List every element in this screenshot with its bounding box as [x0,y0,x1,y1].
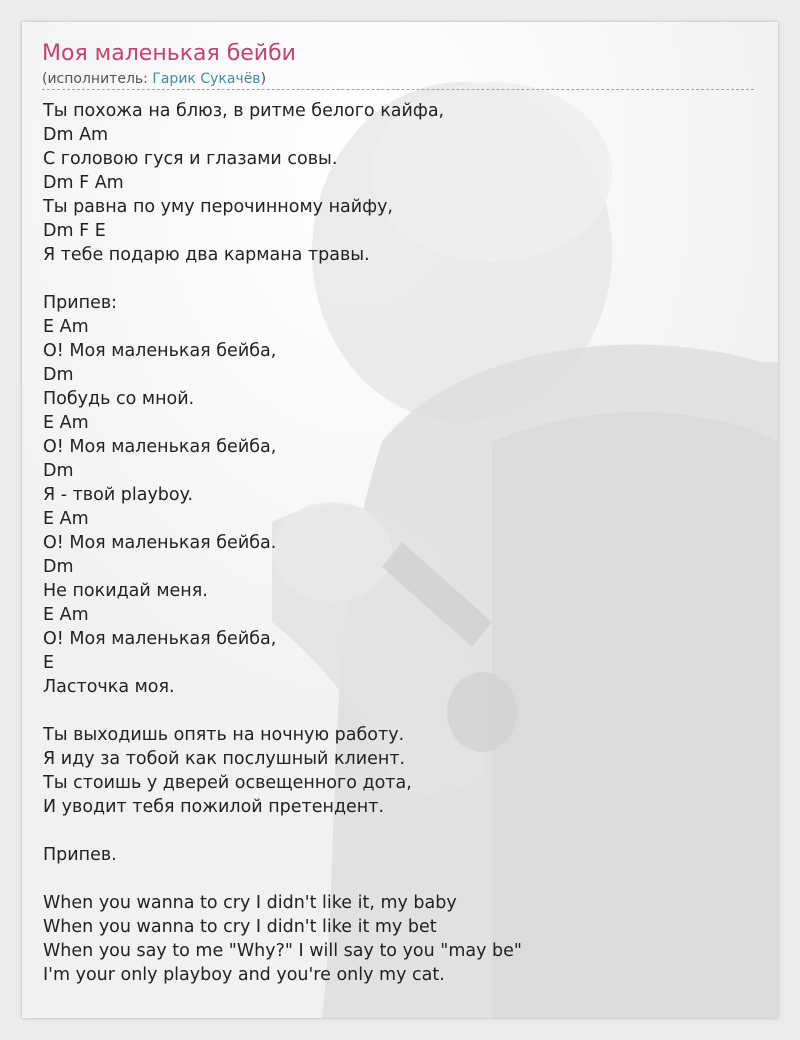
lyric-line: О! Моя маленькая бейба, [43,341,277,361]
lyric-line: Побудь со мной. [43,389,195,409]
chord-line: E [43,653,55,673]
artist-suffix: ) [260,71,267,87]
artist-prefix: (исполнитель: [42,71,153,87]
chord-line: Dm [43,461,74,481]
chorus-label: Припев. [43,845,117,865]
lyric-line: Ты выходишь опять на ночную работу. [43,725,405,745]
chord-line: E Am [43,605,89,625]
song-title: Моя маленькая бейби [42,41,296,66]
chord-line: Dm F E [43,221,106,241]
artist-line [42,70,266,88]
lyrics-page [22,22,778,1018]
chord-line: Dm [43,557,74,577]
lyric-line: И уводит тебя пожилой претендент. [43,797,385,817]
lyric-line: Я - твой playboy. [43,485,194,505]
lyric-line: О! Моя маленькая бейба. [43,533,277,553]
lyric-line: Ты равна по уму перочинному найфу, [43,197,393,217]
chord-line: Dm Am [43,125,109,145]
blank-line [43,819,763,843]
chord-line: E Am [43,509,89,529]
chord-line: Dm [43,365,74,385]
blank-line [43,699,763,723]
lyric-line: О! Моя маленькая бейба, [43,437,277,457]
lyric-line: Я тебе подарю два кармана травы. [43,245,370,265]
lyric-line: Не покидай меня. [43,581,208,601]
lyric-line: Я иду за тобой как послушный клиент. [43,749,406,769]
lyric-line: When you wanna to cry I didn't like it my bet [43,917,437,937]
lyric-line: С головою гуся и глазами совы. [43,149,338,169]
chord-line: Dm F Am [43,173,124,193]
chord-line: E Am [43,317,89,337]
lyric-line: I'm your only playboy and you're only my cat. [43,965,445,985]
lyric-line: Ласточка моя. [43,677,175,697]
chord-line: E Am [43,413,89,433]
lyric-line: When you wanna to cry I didn't like it, my baby [43,893,457,913]
title-divider [42,89,754,90]
chorus-label: Припев: [43,293,118,313]
lyric-line: О! Моя маленькая бейба, [43,629,277,649]
blank-line [43,867,763,891]
blank-line [43,267,763,291]
lyrics-body [43,99,763,987]
lyric-line: Ты стоишь у дверей освещенного дота, [43,773,412,793]
lyric-line: When you say to me "Why?" I will say to you "may be" [43,941,522,961]
lyric-line: Ты похожа на блюз, в ритме белого кайфа, [43,101,445,121]
artist-link[interactable]: Гарик Сукачёв [152,71,261,87]
